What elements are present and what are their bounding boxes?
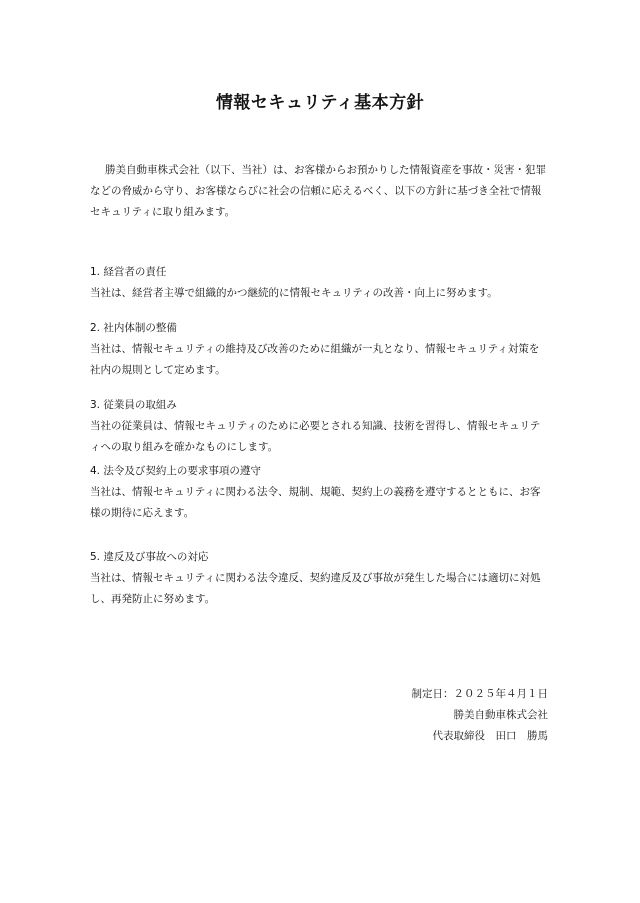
representative-name: 代表取締役 田口 勝馬 — [432, 730, 548, 742]
document-title: 情報セキュリティ基本方針 — [215, 93, 425, 113]
section-text-line: 当社は、経営者主導で組織的かつ継続的に情報セキュリティの改善・向上に努めます。 — [90, 287, 498, 299]
enactment-date: 制定日：２０２５年４月１日 — [411, 688, 548, 700]
section-text-line: し、再発防止に努めます。 — [90, 593, 216, 605]
section-text-line: ィへの取り組みを確かなものにします。 — [90, 441, 279, 453]
section-heading: 3. 従業員の取組み — [90, 399, 177, 411]
signature-block — [412, 684, 549, 747]
intro-line: 勝美自動車株式会社（以下、当社）は、お客様からお預かりした情報資産を事故・災害・犯罪 — [105, 164, 546, 176]
intro-line: セキュリティに取り組みます。 — [90, 206, 236, 218]
section-heading: 2. 社内体制の整備 — [90, 322, 177, 334]
section-heading: 4. 法令及び契約上の要求事項の遵守 — [90, 465, 261, 477]
policy-section-5 — [90, 547, 560, 610]
section-heading: 1. 経営者の責任 — [90, 266, 167, 278]
policy-section-4 — [90, 461, 560, 524]
section-heading: 5. 違反及び事故への対応 — [90, 551, 209, 563]
policy-section-3 — [90, 395, 560, 458]
section-text-line: 当社は、情報セキュリティの維持及び改善のために組織が一丸となり、情報セキュリティ対策を — [90, 343, 540, 355]
policy-section-2 — [90, 318, 560, 381]
section-text-line: 当社は、情報セキュリティに関わる法令、規制、規範、契約上の義務を遵守するとともに、お客 — [90, 486, 541, 498]
intro-line: などの脅威から守り、お客様ならびに社会の信頼に応えるべく、以下の方針に基づき全社で情報 — [90, 185, 542, 197]
section-text-line: 当社の従業員は、情報セキュリティのために必要とされる知識、技術を習得し、情報セキュリテ — [90, 420, 541, 432]
section-text-line: 社内の規則として定めます。 — [90, 364, 226, 376]
company-name: 勝美自動車株式会社 — [453, 709, 548, 721]
intro-paragraph — [90, 160, 560, 223]
section-text-line: 当社は、情報セキュリティに関わる法令違反、契約違反及び事故が発生した場合には適切に対処 — [90, 572, 541, 584]
policy-section-1 — [90, 262, 560, 304]
section-text-line: 様の期待に応えます。 — [90, 507, 195, 519]
